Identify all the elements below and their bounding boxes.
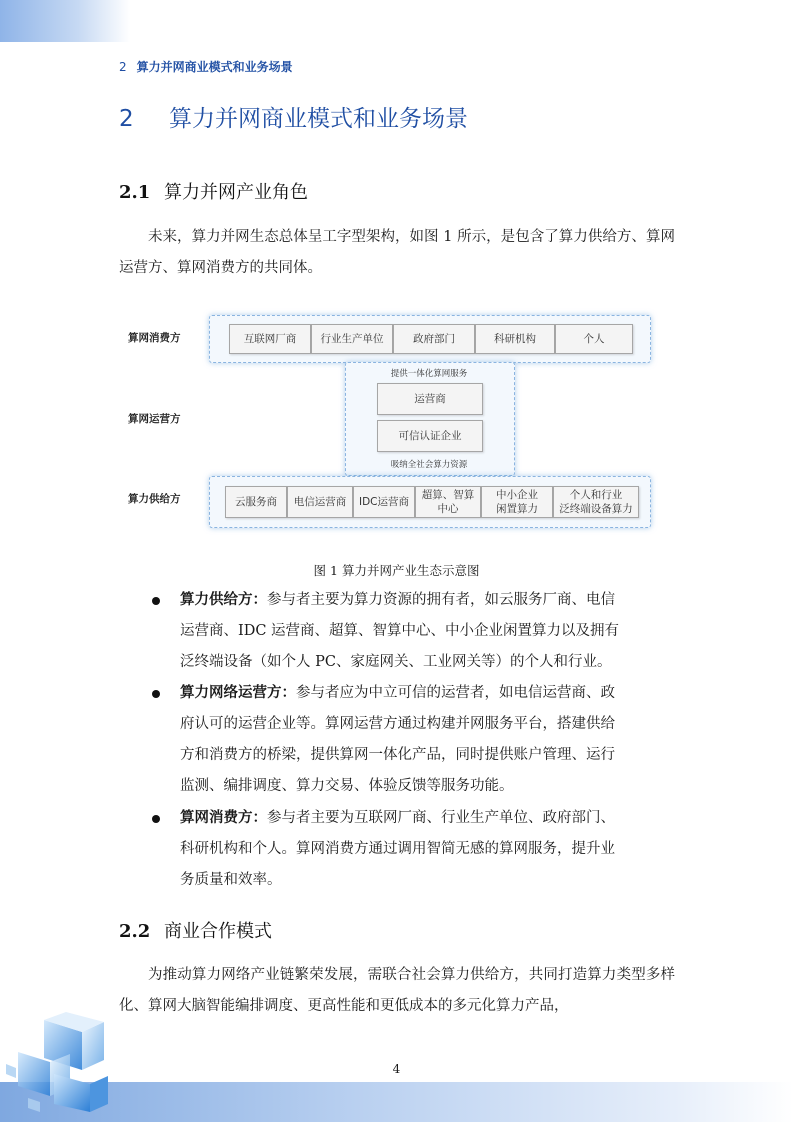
supplier-box-supercomputing-line2: 中心 <box>437 503 459 515</box>
consumer-box-government: 政府部门 <box>393 324 475 354</box>
section-2-2-number: 2.2 <box>119 921 151 942</box>
section-2-1-title: 算力并网产业角色 <box>164 182 308 203</box>
footer-band <box>0 1082 793 1122</box>
section-2-1-heading <box>119 178 308 204</box>
bullet-line: 参与者主要为算力资源的拥有者，如云服务厂商、电信 <box>267 592 615 608</box>
bullet-line: 科研机构和个人。算网消费方通过调用智简无感的算网服务，提升业 <box>180 841 615 857</box>
bullet-dot <box>152 815 160 823</box>
supplier-box-terminal-line2: 泛终端设备算力 <box>559 503 633 515</box>
supplier-box-supercomputing-line1: 超算、智算 <box>421 489 475 501</box>
cube-logo <box>4 1012 116 1116</box>
bullet-line: 方和消费方的桥梁，提供算网一体化产品，同时提供账户管理、运行 <box>180 747 615 763</box>
supplier-box-sme <box>481 486 553 518</box>
bullet-term: 算力供给方： <box>180 592 267 608</box>
supplier-box-supercomputing <box>415 486 481 518</box>
section-2-1-number: 2.1 <box>119 182 151 203</box>
bullet-operator <box>180 678 676 802</box>
bullet-term: 算网消费方： <box>180 810 267 826</box>
bullet-supplier <box>180 585 676 678</box>
header-corner-decoration <box>0 0 130 42</box>
bullet-dot <box>152 690 160 698</box>
consumer-box-internet: 互联网厂商 <box>229 324 311 354</box>
section-2-2-title: 商业合作模式 <box>164 921 272 942</box>
top-service-caption: 提供一体化算网服务 <box>390 369 468 379</box>
bullet-line: 监测、编排调度、算力交易、体验反馈等服务功能。 <box>180 778 514 794</box>
section-2-1-intro: 未来，算力并网生态总体呈工字型架构，如图 1 所示，是包含了算力供给方、算网运营方、算网消费方的共同体。 <box>119 229 675 276</box>
supplier-box-cloud: 云服务商 <box>225 486 287 518</box>
running-header-number: 2 <box>119 60 127 74</box>
supplier-box-telecom: 电信运营商 <box>287 486 353 518</box>
tier-label-supplier: 算力供给方 <box>128 493 181 505</box>
ecosystem-figure <box>119 310 679 535</box>
chapter-number: 2 <box>119 106 134 132</box>
consumer-box-industry: 行业生产单位 <box>311 324 393 354</box>
figure-caption: 图 1 算力并网产业生态示意图 <box>313 563 480 578</box>
consumer-box-research: 科研机构 <box>475 324 555 354</box>
supplier-box-terminal <box>553 486 639 518</box>
consumer-box-individual: 个人 <box>555 324 633 354</box>
chapter-title: 算力并网商业模式和业务场景 <box>169 106 468 132</box>
page-number: 4 <box>392 1062 401 1076</box>
bullet-line: 务质量和效率。 <box>180 872 282 888</box>
running-header-title: 算力并网商业模式和业务场景 <box>136 60 293 74</box>
operator-box-carrier: 运营商 <box>377 383 483 415</box>
bottom-resource-caption: 吸纳全社会算力资源 <box>390 460 468 470</box>
bullet-dot <box>152 597 160 605</box>
bullet-term: 算力网络运营方： <box>180 685 296 701</box>
supplier-box-terminal-line1: 个人和行业 <box>569 489 623 501</box>
operator-box-trusted-enterprise: 可信认证企业 <box>377 420 483 452</box>
bullet-line: 泛终端设备（如个人 PC、家庭网关、工业网关等）的个人和行业。 <box>180 654 612 670</box>
bullet-line: 参与者主要为互联网厂商、行业生产单位、政府部门、 <box>267 810 615 826</box>
bullet-consumer <box>180 803 676 896</box>
chapter-heading <box>119 100 468 133</box>
tier-label-operator: 算网运营方 <box>128 413 181 425</box>
supplier-box-idc: IDC运营商 <box>353 486 415 518</box>
tier-label-consumer: 算网消费方 <box>128 332 181 344</box>
supplier-box-sme-line1: 中小企业 <box>496 489 538 501</box>
running-header <box>119 58 293 75</box>
section-2-2-heading <box>119 917 272 943</box>
bullet-line: 府认可的运营企业等。算网运营方通过构建并网服务平台，搭建供给 <box>180 716 615 732</box>
bullet-line: 运营商、IDC 运营商、超算、智算中心、中小企业闲置算力以及拥有 <box>180 623 620 639</box>
supplier-box-sme-line2: 闲置算力 <box>496 503 538 515</box>
bullet-line: 参与者应为中立可信的运营者，如电信运营商、政 <box>296 685 615 701</box>
section-2-2-intro: 为推动算力网络产业链繁荣发展，需联合社会算力供给方，共同打造算力类型多样化、算网大脑智能编排调度、更高性能和更低成本的多元化算力产品， <box>119 967 675 1014</box>
